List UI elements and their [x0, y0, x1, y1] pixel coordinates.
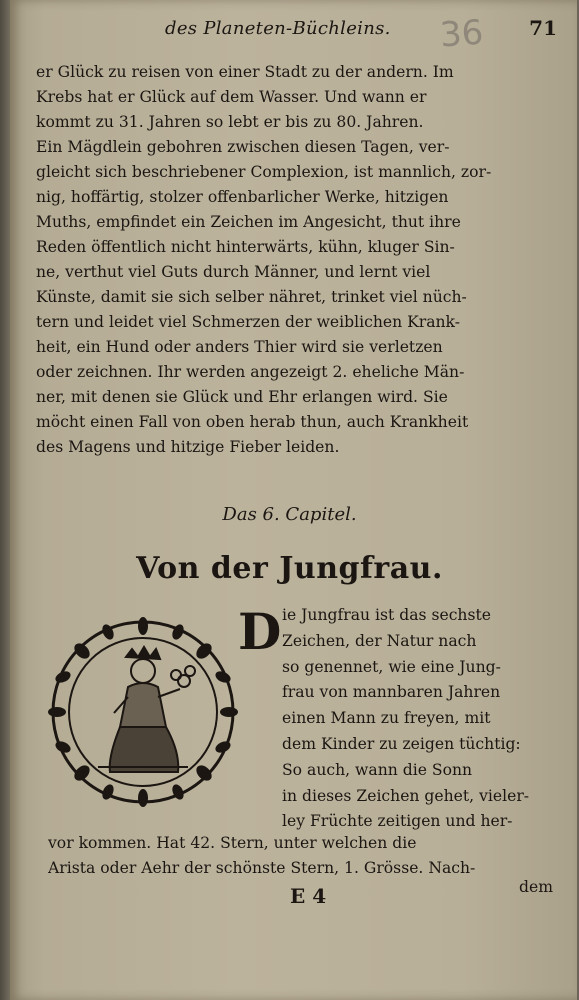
- text-line: nig, hoffärtig, stolzer offenbarlicher Werke, hitzigen: [36, 188, 449, 206]
- text-line: tern und leidet viel Schmerzen der weiblichen Krank-: [36, 313, 460, 331]
- text-line: ne, verthut viel Guts durch Männer, und lernt viel: [36, 263, 431, 281]
- text-line: er Glück zu reisen von einer Stadt zu der andern. Im: [36, 63, 454, 81]
- page-number: 71: [529, 16, 557, 40]
- text-line: Reden öffentlich nicht hinterwärts, kühn, kluger Sin-: [36, 238, 455, 256]
- drop-cap: D: [238, 602, 282, 661]
- text-line: Ein Mägdlein gebohren zwischen diesen Tagen, ver-: [36, 138, 450, 156]
- chapter-heading: Das 6. Capitel.: [222, 504, 357, 525]
- text-line: einen Mann zu freyen, mit: [282, 709, 491, 728]
- paragraph-top: [36, 60, 552, 460]
- text-line: Muths, empfindet ein Zeichen im Angesicht, thut ihre: [36, 213, 461, 231]
- catchword: dem: [519, 878, 553, 896]
- text-line: frau von mannbaren Jahren: [282, 683, 501, 702]
- text-line: oder zeichnen. Ihr werden angezeigt 2. eheliche Män-: [36, 363, 465, 381]
- text-line: ie Jungfrau ist das sechste: [282, 606, 491, 624]
- text-line: vor kommen. Hat 42. Stern, unter welchen die: [48, 834, 417, 852]
- text-line: kommt zu 31. Jahren so lebt er bis zu 80. Jahren.: [36, 113, 424, 131]
- paragraph-chapter-continuation: [48, 831, 554, 881]
- text-line: Krebs hat er Glück auf dem Wasser. Und wann er: [36, 88, 427, 106]
- running-title: des Planeten-Büchleins.: [165, 18, 391, 39]
- text-line: ley Früchte zeitigen und her-: [282, 812, 513, 831]
- text-line: Zeichen, der Natur nach: [282, 631, 477, 650]
- text-line: des Magens und hitzige Fieber leiden.: [36, 438, 340, 456]
- text-line: So auch, wann die Sonn: [282, 760, 473, 779]
- signature-mark: E 4: [290, 884, 327, 908]
- text-line: möcht einen Fall von oben herab thun, auch Krankheit: [36, 413, 469, 431]
- pencil-annotation: 36: [438, 12, 485, 56]
- virgo-woodcut-illustration: [48, 617, 238, 807]
- text-line: dem Kinder zu zeigen tüchtig:: [282, 734, 521, 753]
- text-line: gleicht sich beschriebener Complexion, ist mannlich, zor-: [36, 163, 492, 181]
- text-line: in dieses Zeichen gehet, vieler-: [282, 786, 530, 805]
- text-line: Arista oder Aehr der schönste Stern, 1. Grösse. Nach-: [48, 859, 476, 877]
- text-line: so genennet, wie eine Jung-: [282, 657, 501, 676]
- text-line: ner, mit denen sie Glück und Ehr erlangen wird. Sie: [36, 388, 448, 406]
- paragraph-chapter-column: [282, 603, 550, 835]
- text-line: Künste, damit sie sich selber nähret, trinket viel nüch-: [36, 288, 467, 306]
- chapter-title: Von der Jungfrau.: [136, 551, 443, 586]
- text-line: heit, ein Hund oder anders Thier wird sie verletzen: [36, 338, 443, 356]
